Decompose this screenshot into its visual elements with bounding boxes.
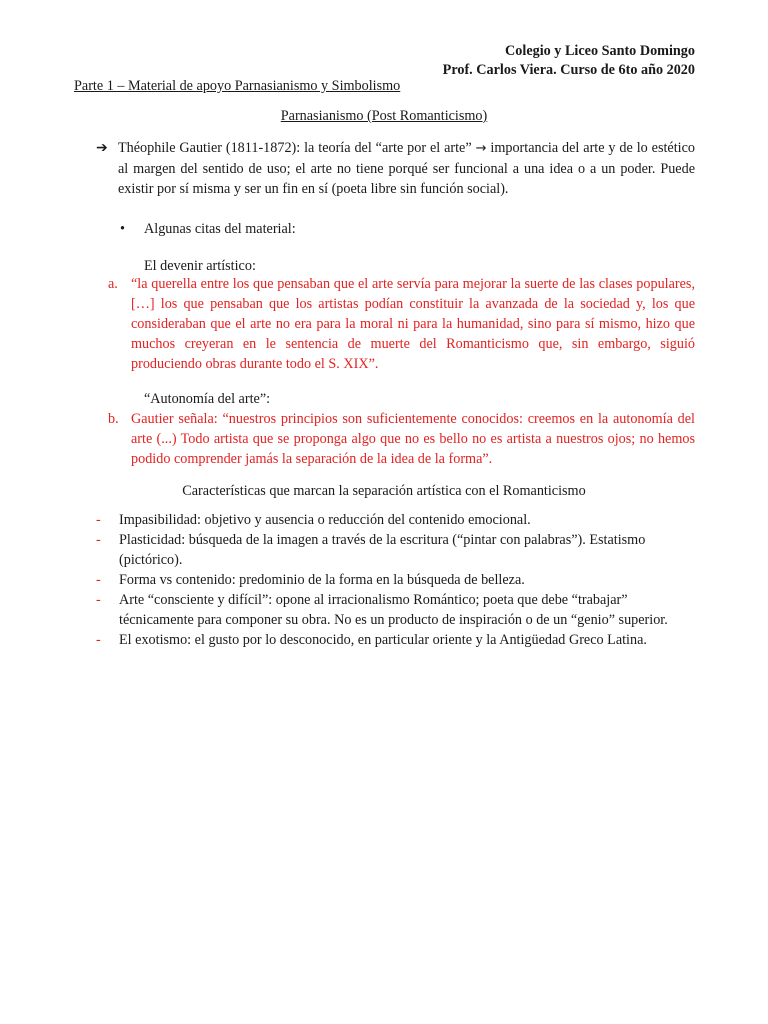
teacher-course: Prof. Carlos Viera. Curso de 6to año 2020 [442, 62, 695, 78]
list-item-text: Arte “consciente y difícil”: opone al irracionalismo Romántico; poeta que debe “trabajar” técnicamente para componer su obra. No es un producto de inspiración o de un “genio” superior. [119, 592, 668, 628]
gautier-text-start: Théophile Gautier (1811-1872): la teoría del “arte por el arte” [118, 140, 476, 156]
document-header [443, 42, 695, 80]
inline-arrow-icon: → [475, 141, 487, 156]
quote-b-text: Gautier señala: “nuestros principios son suficientemente conocidos: creemos en la autonomía del arte (...) Todo artista que se proponga algo que no es bello no es artista a nuestros ojos; no hemos podido comprender jamás la separación de la idea de la forma”. [131, 411, 695, 467]
characteristics-list [96, 510, 696, 650]
list-item [96, 570, 696, 590]
list-item-text: Impasibilidad: objetivo y ausencia o reducción del contenido emocional. [119, 512, 531, 528]
quote-a [108, 274, 695, 374]
quote-a-text: “la querella entre los que pensaban que el arte servía para mejorar la suerte de las clases populares, […] los que pensaban que los artistas podían constituir la avanzada de la sociedad y, los que consideraban que el arte no era para la moral ni para la humanidad, sino para sí mismo, hizo que muchos creyeran en le sentencia de muerte del Romanticismo que, sin embargo, siguió produciendo obras durante todo el S. XIX”. [131, 276, 695, 372]
arrow-right-icon: ➔ [96, 140, 108, 156]
characteristics-title: Características que marcan la separación artística con el Romanticismo [182, 483, 586, 499]
section-title [0, 106, 768, 126]
heading-devenir: El devenir artístico: [144, 258, 256, 274]
dash-marker: - [96, 632, 101, 648]
list-item [96, 630, 696, 650]
gautier-text [118, 138, 695, 199]
quote-a-marker: a. [108, 276, 118, 292]
dash-marker: - [96, 592, 101, 608]
dash-marker: - [96, 532, 101, 548]
school-name: Colegio y Liceo Santo Domingo [505, 43, 695, 59]
citations-bullet [120, 219, 296, 239]
list-item-text: Plasticidad: búsqueda de la imagen a través de la escritura (“pintar con palabras”). Estatismo (pictórico). [119, 532, 646, 568]
dash-marker: - [96, 572, 101, 588]
quote-b [108, 409, 695, 469]
list-item [96, 510, 696, 530]
part-title: Parte 1 – Material de apoyo Parnasianismo y Simbolismo [74, 78, 401, 94]
gautier-paragraph [96, 138, 695, 199]
quote-b-marker: b. [108, 411, 119, 427]
heading-autonomia: “Autonomía del arte”: [144, 391, 271, 407]
section-title-text: Parnasianismo (Post Romanticismo) [280, 108, 488, 124]
gautier-text-end: importancia del arte y de lo estético al margen del sentido de uso; el arte no tiene porqué ser funcional a una idea o a un poder. Puede existir por sí misma y ser un fin en sí (poeta libre sin función social). [118, 140, 695, 197]
list-item-text: El exotismo: el gusto por lo desconocido, en particular oriente y la Antigüedad Greco Latina. [119, 632, 647, 648]
list-item [96, 590, 696, 630]
list-item [96, 530, 696, 570]
bullet-icon: • [120, 221, 125, 237]
citations-label: Algunas citas del material: [144, 221, 296, 237]
list-item-text: Forma vs contenido: predominio de la forma en la búsqueda de belleza. [119, 572, 525, 588]
dash-marker: - [96, 512, 101, 528]
